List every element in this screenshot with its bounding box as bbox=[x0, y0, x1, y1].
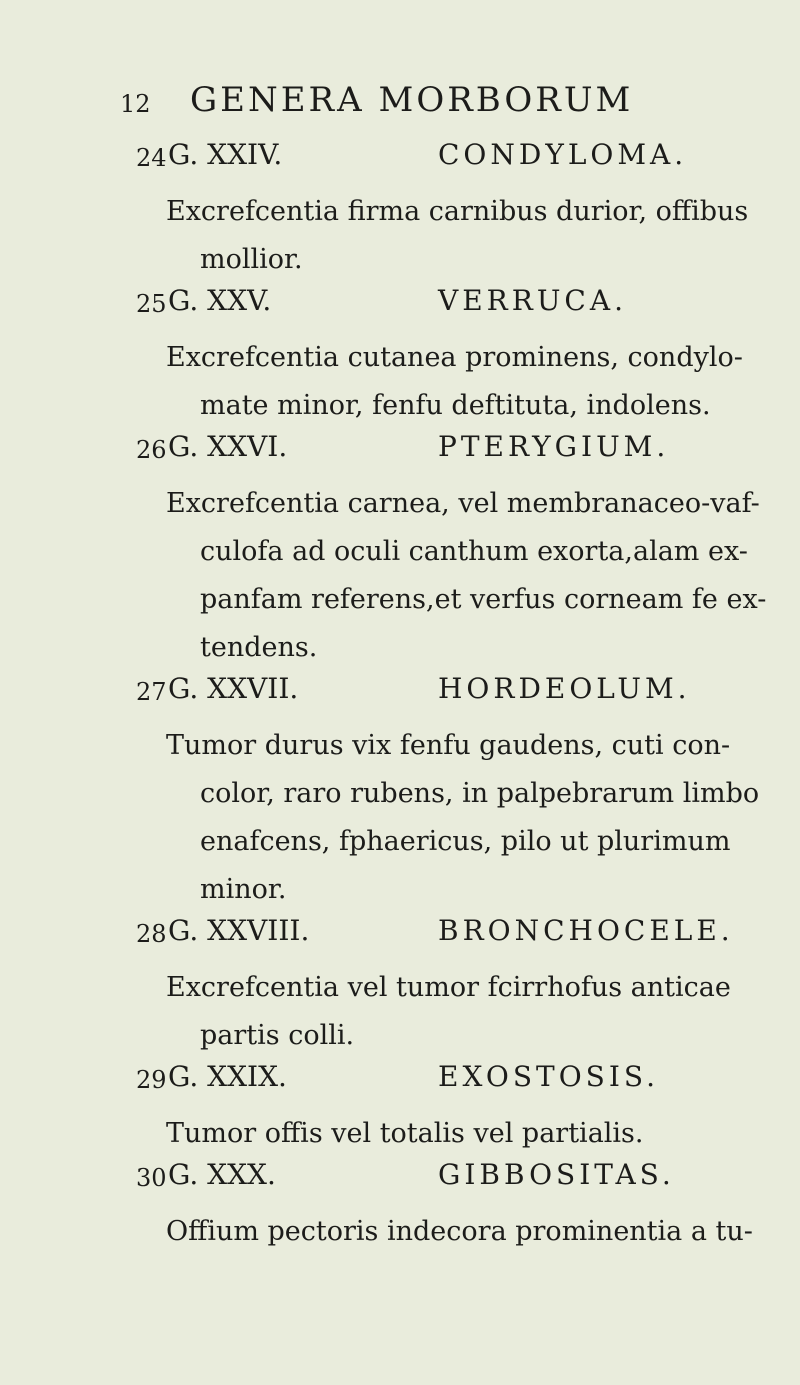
definition-line: mate minor, fenfu deftituta, indolens. bbox=[200, 390, 711, 421]
genus-numeral: G. XXV. bbox=[168, 284, 272, 317]
definition-line: color, raro rubens, in palpebrarum limbo bbox=[200, 778, 760, 809]
definition bbox=[166, 1110, 778, 1158]
genus-entry bbox=[0, 430, 800, 672]
definition-line: panfam referens,et verfus corneam fe ex- bbox=[200, 584, 767, 615]
disease-name: VERRUCA. bbox=[438, 284, 627, 317]
entry-number: 26 bbox=[136, 436, 167, 464]
genus-entry bbox=[0, 138, 800, 284]
genus-entry bbox=[0, 672, 800, 914]
definition-line: tendens. bbox=[200, 632, 318, 663]
disease-name: HORDEOLUM. bbox=[438, 672, 691, 705]
disease-name: PTERYGIUM. bbox=[438, 430, 670, 463]
genus-numeral: G. XXX. bbox=[168, 1158, 276, 1191]
definition-line: Offium pectoris indecora prominentia a tu- bbox=[166, 1216, 753, 1247]
entry-number: 25 bbox=[136, 290, 167, 318]
definition bbox=[166, 188, 778, 284]
entry-heading bbox=[0, 138, 800, 188]
definition-line: mollior. bbox=[200, 244, 303, 275]
disease-name: EXOSTOSIS. bbox=[438, 1060, 659, 1093]
genus-entry bbox=[0, 284, 800, 430]
genus-numeral: G. XXIV. bbox=[168, 138, 283, 171]
entry-heading bbox=[0, 284, 800, 334]
entry-heading bbox=[0, 1158, 800, 1208]
definition-line: partis colli. bbox=[200, 1020, 355, 1051]
entry-number: 27 bbox=[136, 678, 167, 706]
entry-number: 29 bbox=[136, 1066, 167, 1094]
definition-line: Excrefcentia firma carnibus durior, offibus bbox=[166, 196, 749, 227]
genus-entry bbox=[0, 914, 800, 1060]
genus-entries bbox=[0, 138, 800, 1256]
page-header bbox=[0, 78, 800, 128]
definition-line: Tumor offis vel totalis vel partialis. bbox=[166, 1118, 644, 1149]
definition-line: culofa ad oculi canthum exorta,alam ex- bbox=[200, 536, 748, 567]
disease-name: GIBBOSITAS. bbox=[438, 1158, 675, 1191]
disease-name: BRONCHOCELE. bbox=[438, 914, 734, 947]
definition bbox=[166, 334, 778, 430]
definition-line: Excrefcentia carnea, vel membranaceo-vaf- bbox=[166, 488, 760, 519]
definition-line: Excrefcentia vel tumor fcirrhofus anticae bbox=[166, 972, 731, 1003]
disease-name: CONDYLOMA. bbox=[438, 138, 688, 171]
genus-numeral: G. XXIX. bbox=[168, 1060, 287, 1093]
entry-heading bbox=[0, 430, 800, 480]
entry-number: 30 bbox=[136, 1164, 167, 1192]
genus-entry bbox=[0, 1060, 800, 1158]
entry-heading bbox=[0, 914, 800, 964]
entry-number: 28 bbox=[136, 920, 167, 948]
entry-number: 24 bbox=[136, 144, 167, 172]
definition bbox=[166, 722, 778, 914]
definition bbox=[166, 1208, 778, 1256]
definition-line: Tumor durus vix fenfu gaudens, cuti con- bbox=[166, 730, 731, 761]
definition bbox=[166, 480, 778, 672]
genus-numeral: G. XXVII. bbox=[168, 672, 299, 705]
genus-numeral: G. XXVI. bbox=[168, 430, 288, 463]
entry-heading bbox=[0, 672, 800, 722]
genus-numeral: G. XXVIII. bbox=[168, 914, 310, 947]
definition-line: enafcens, fphaericus, pilo ut plurimum bbox=[200, 826, 731, 857]
running-title: GENERA MORBORUM bbox=[190, 80, 634, 120]
genus-entry bbox=[0, 1158, 800, 1256]
definition bbox=[166, 964, 778, 1060]
page-number: 12 bbox=[120, 90, 151, 118]
definition-line: Excrefcentia cutanea prominens, condylo- bbox=[166, 342, 743, 373]
definition-line: minor. bbox=[200, 874, 287, 905]
entry-heading bbox=[0, 1060, 800, 1110]
